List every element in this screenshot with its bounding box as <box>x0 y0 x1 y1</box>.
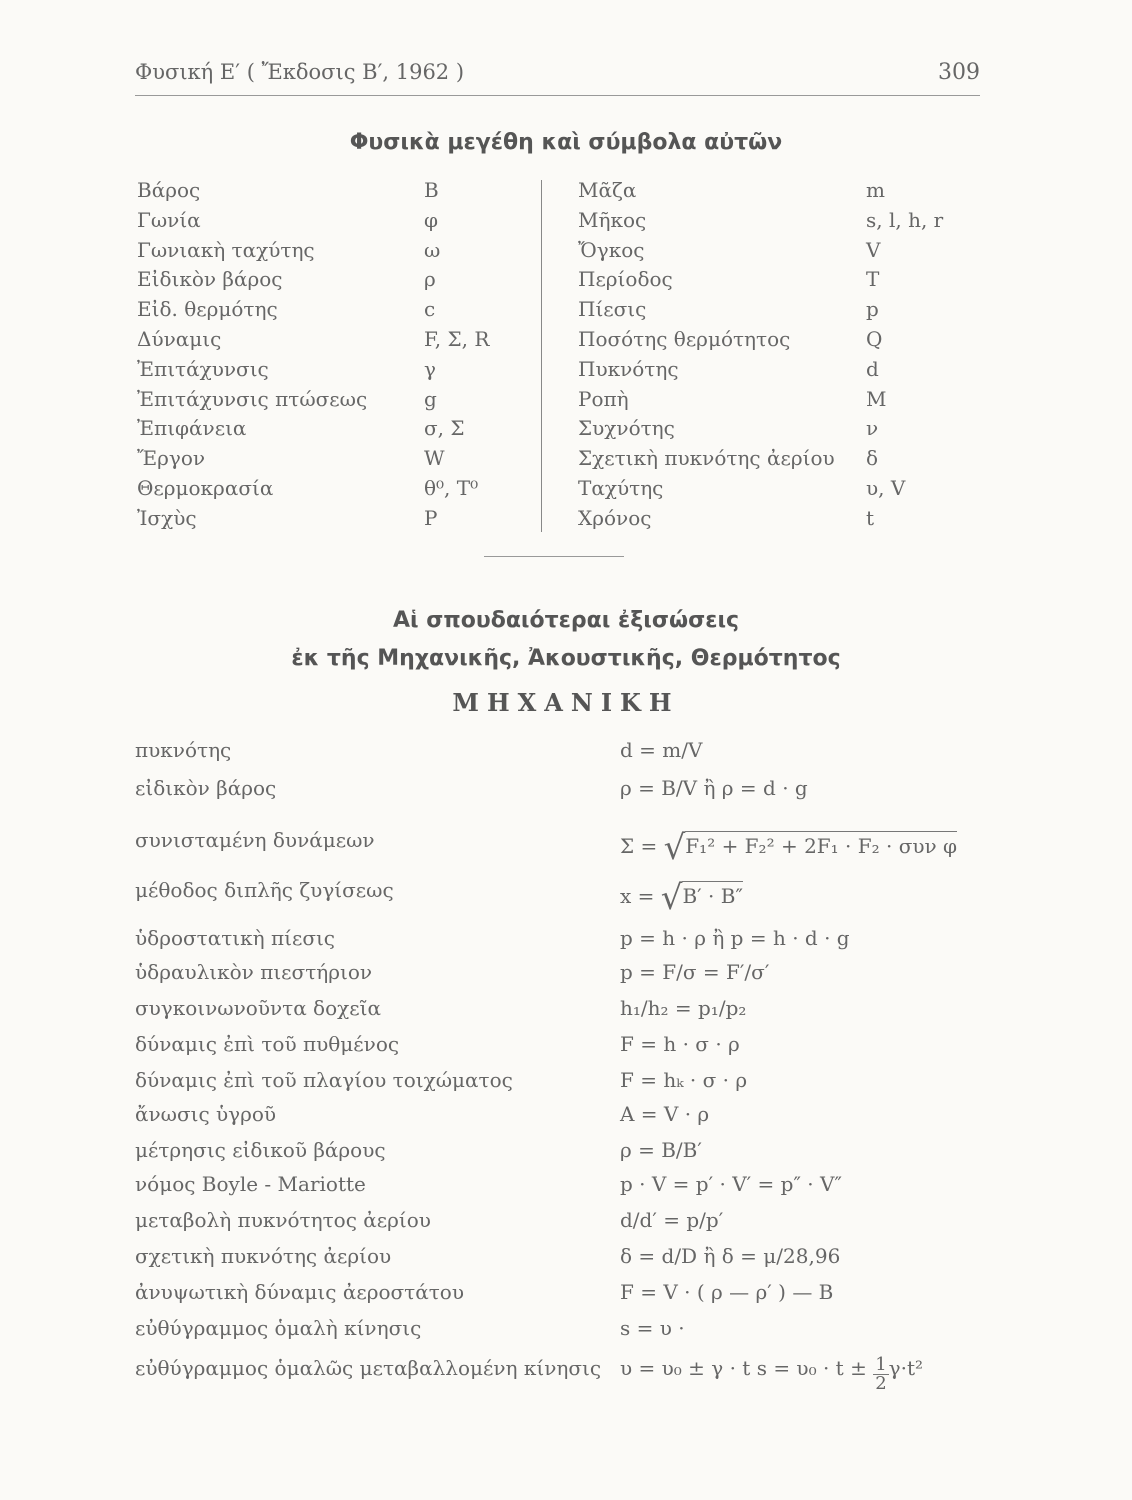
symbol-value: B <box>424 178 439 202</box>
symbol-name: Βάρος <box>137 178 201 202</box>
symbol-name: Σχετικὴ πυκνότης ἀερίου <box>578 446 835 471</box>
symbol-value: s, l, h, r <box>866 207 944 232</box>
symbol-name: Περίοδος <box>578 267 673 292</box>
equation-formula: p = F/σ = F′/σ′ <box>620 960 770 984</box>
equation-formula: p · V = p′ · V′ = p″ · V″ <box>620 1172 842 1196</box>
symbol-name: Ταχύτης <box>578 476 664 500</box>
symbol-value: P <box>424 505 438 530</box>
symbol-value: φ <box>424 207 439 232</box>
equations-title: Αἱ σπουδαιότεραι ἐξισώσεις <box>392 608 740 633</box>
symbol-value: m <box>866 178 885 202</box>
symbol-name: Μῆκος <box>578 207 647 232</box>
symbol-name: Πίεσις <box>578 297 647 322</box>
symbol-name: Γωνιακὴ ταχύτης <box>137 237 315 262</box>
running-header: Φυσική Ε′ ( Ἔκδοσις Β′, 1962 ) <box>135 60 465 84</box>
formula-prefix: Σ = <box>620 834 664 858</box>
equation-label: εὐθύγραμμος ὁμαλὴ κίνησις <box>135 1316 422 1340</box>
symbol-value: F, Σ, R <box>424 327 490 351</box>
symbol-name: Εἰδ. θερμότης <box>137 297 278 322</box>
mechanics-heading: ΜΗΧΑΝΙΚΗ <box>452 688 680 717</box>
symbol-value: ρ <box>424 267 436 292</box>
symbol-value: c <box>424 297 436 322</box>
symbol-value: V <box>866 237 881 262</box>
symbol-value: T <box>866 267 880 292</box>
symbol-name: Μᾶζα <box>578 178 637 202</box>
equation-label: πυκνότης <box>135 738 232 762</box>
fraction-denominator: 2 <box>875 1373 887 1394</box>
symbol-name: Ἐπιτάχυνσις πτώσεως <box>137 386 368 411</box>
symbol-value: t <box>866 505 875 530</box>
equation-formula: s = υ · <box>620 1316 685 1340</box>
formula-prefix: x = <box>620 884 661 908</box>
symbol-name: Ἰσχὺς <box>137 505 197 530</box>
formula-part: υ = υ₀ ± γ · t s = υ₀ · t ± <box>620 1356 874 1380</box>
radical-sign-icon: √ <box>663 828 686 868</box>
equation-formula: F = hₖ · σ · ρ <box>620 1068 748 1092</box>
radicand: B′ · B″ <box>682 881 742 908</box>
symbol-value: d <box>866 356 879 381</box>
symbol-value: M <box>866 386 887 411</box>
equation-formula: δ = d/D ἢ δ = μ/28,96 <box>620 1244 841 1268</box>
table-divider <box>541 180 542 532</box>
equation-label: μεταβολὴ πυκνότητος ἀερίου <box>135 1208 431 1232</box>
equation-label: νόμος Boyle - Mariotte <box>135 1172 366 1196</box>
symbol-name: Ἔργον <box>137 446 206 471</box>
square-root <box>664 828 957 868</box>
equation-formula <box>620 878 743 918</box>
symbol-value: θ⁰, T⁰ <box>424 476 479 500</box>
symbol-name: Ἐπιτάχυνσις <box>137 356 269 381</box>
equation-label: μέθοδος διπλῆς ζυγίσεως <box>135 878 394 902</box>
section-rule <box>484 556 624 557</box>
fraction <box>873 1356 888 1393</box>
equation-formula: ρ = B/V ἢ ρ = d · g <box>620 776 808 800</box>
header-rule <box>135 95 980 96</box>
equation-label: εὐθύγραμμος ὁμαλῶς μεταβαλλομένη κίνησις <box>135 1356 602 1380</box>
symbol-name: Θερμοκρασία <box>137 476 274 500</box>
equation-formula: ρ = B/B′ <box>620 1138 702 1162</box>
symbol-name: Γωνία <box>137 207 201 232</box>
square-root <box>661 878 743 918</box>
symbol-name: Ὄγκος <box>578 237 645 262</box>
equation-label: συνισταμένη δυνάμεων <box>135 828 375 852</box>
equation-label: συγκοινωνοῦντα δοχεῖα <box>135 996 381 1020</box>
equations-subtitle: ἐκ τῆς Μηχανικῆς, Ἀκουστικῆς, Θερμότητος <box>291 646 841 671</box>
equation-formula <box>620 828 957 868</box>
equation-formula: h₁/h₂ = p₁/p₂ <box>620 996 747 1020</box>
fraction-numerator: 1 <box>875 1354 887 1375</box>
symbol-name: Ροπὴ <box>578 386 629 411</box>
symbol-value: ν <box>866 416 879 441</box>
symbol-value: g <box>424 386 437 411</box>
equation-label: ὑδραυλικὸν πιεστήριον <box>135 960 373 984</box>
equation-formula: p = h · ρ ἢ p = h · d · g <box>620 926 850 950</box>
equation-label: μέτρησις εἰδικοῦ βάρους <box>135 1138 386 1162</box>
symbol-value: υ, V <box>866 476 906 500</box>
symbol-value: γ <box>424 356 436 381</box>
equation-formula: F = V · ( ρ — ρ′ ) — B <box>620 1280 834 1304</box>
equation-label: ἄνωσις ὑγροῦ <box>135 1102 277 1126</box>
equation-formula: d = m/V <box>620 738 703 762</box>
radical-sign-icon: √ <box>660 878 683 918</box>
equation-formula: A = V · ρ <box>620 1102 710 1126</box>
equation-label: δύναμις ἐπὶ τοῦ πλαγίου τοιχώματος <box>135 1068 513 1092</box>
equation-label: εἰδικὸν βάρος <box>135 776 277 800</box>
equation-formula: d/d′ = p/p′ <box>620 1208 724 1232</box>
symbol-value: σ, Σ <box>424 416 465 441</box>
symbol-name: Χρόνος <box>578 505 652 530</box>
equation-label: ἀνυψωτικὴ δύναμις ἀεροστάτου <box>135 1280 464 1304</box>
page-number: 309 <box>938 60 980 85</box>
equation-formula: F = h · σ · ρ <box>620 1032 740 1056</box>
symbols-title: Φυσικὰ μεγέθη καὶ σύμβολα αὐτῶν <box>349 130 783 155</box>
symbol-name: Ἐπιφάνεια <box>137 416 247 441</box>
symbol-name: Συχνότης <box>578 416 675 441</box>
symbol-value: ω <box>424 237 441 262</box>
symbol-value: W <box>424 446 445 471</box>
symbol-value: Q <box>866 327 883 351</box>
radicand: F₁² + F₂² + 2F₁ · F₂ · συν φ <box>685 831 957 858</box>
symbol-name: Ποσότης θερμότητος <box>578 327 791 351</box>
symbol-value: p <box>866 297 879 322</box>
equation-formula <box>620 1356 923 1393</box>
formula-part: γ·t² <box>888 1356 924 1380</box>
symbol-name: Δύναμις <box>137 327 222 351</box>
equation-label: σχετικὴ πυκνότης ἀερίου <box>135 1244 392 1268</box>
symbol-name: Εἰδικὸν βάρος <box>137 267 283 292</box>
equation-label: δύναμις ἐπὶ τοῦ πυθμένος <box>135 1032 400 1056</box>
symbol-name: Πυκνότης <box>578 356 679 381</box>
symbol-value: δ <box>866 446 879 471</box>
equation-label: ὑδροστατικὴ πίεσις <box>135 926 336 950</box>
